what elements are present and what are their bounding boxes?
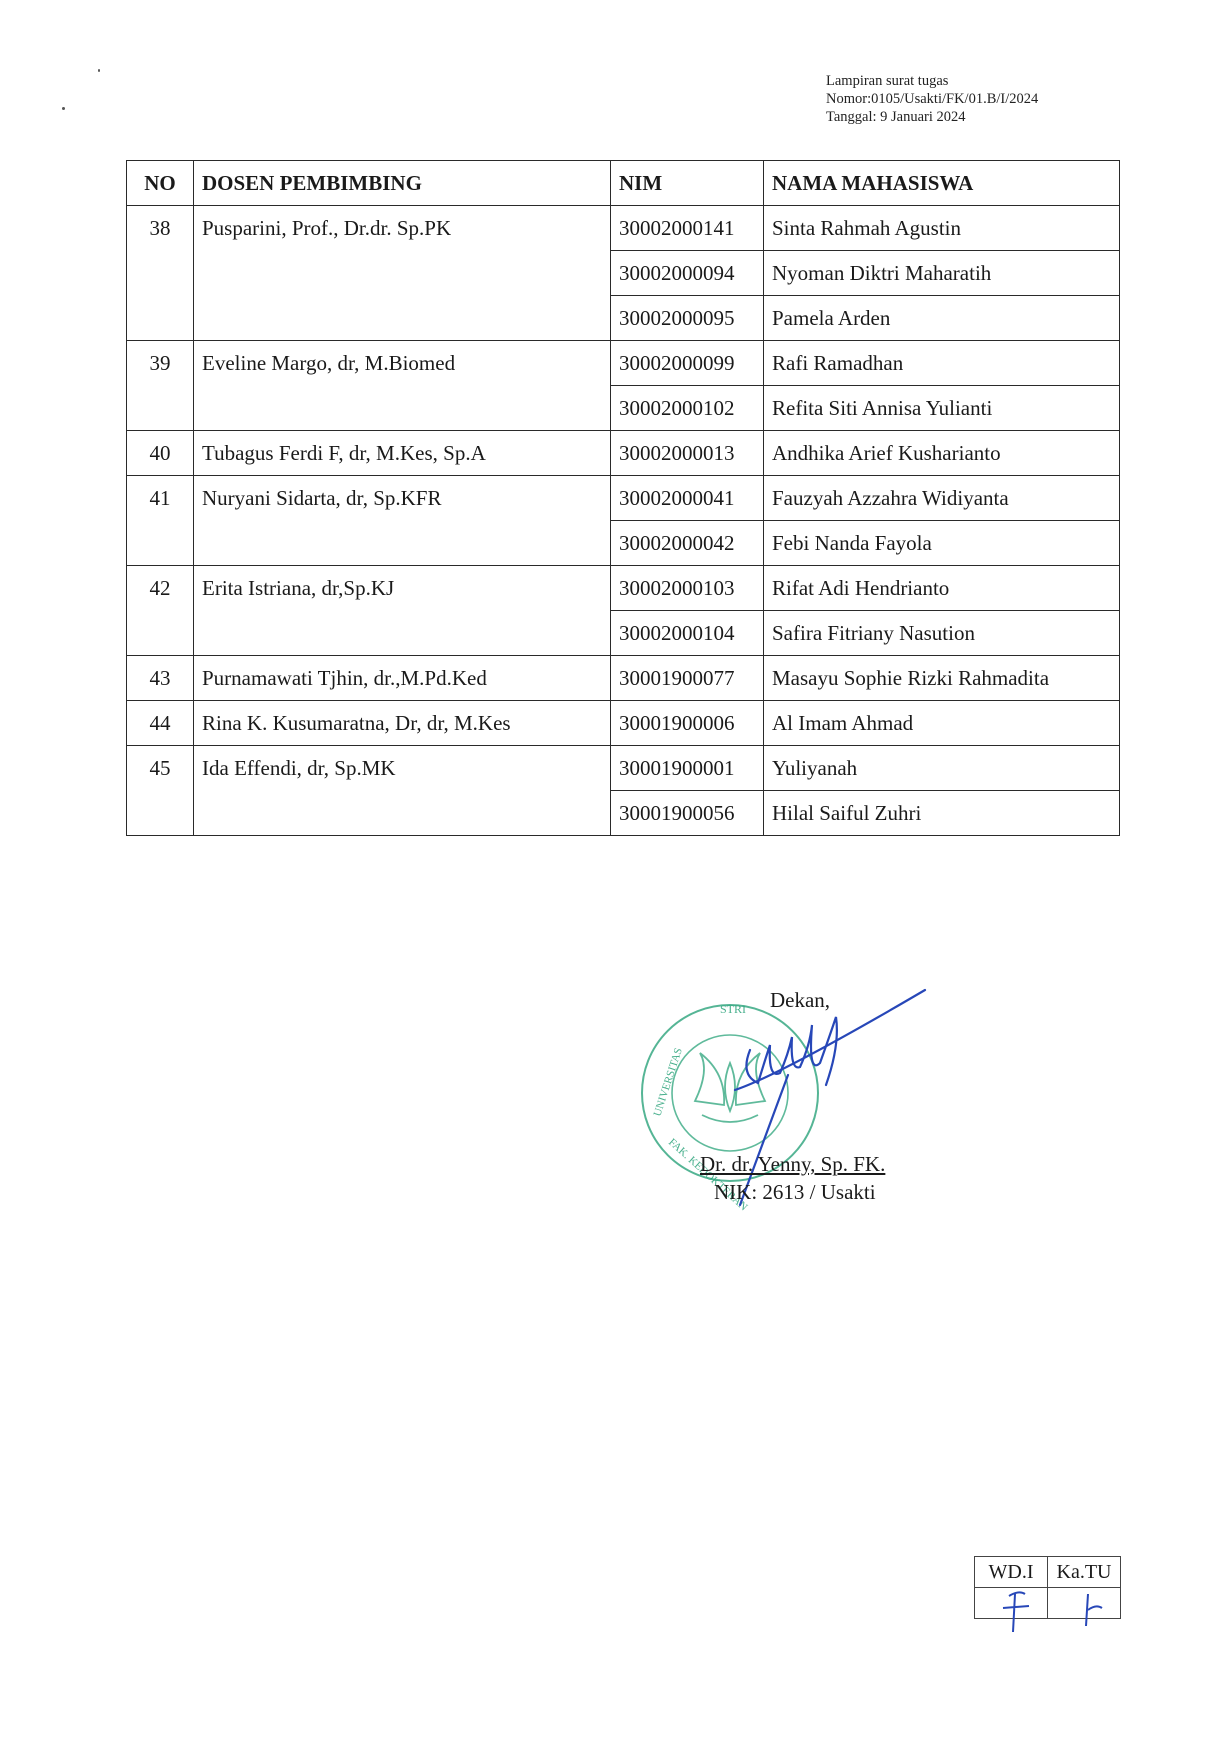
header-dosen: DOSEN PEMBIMBING [194,161,611,206]
table-row [127,656,1120,701]
student-nim: 30001900006 [611,701,764,746]
student-nim: 30002000013 [611,431,764,476]
student-nim: 30001900077 [611,656,764,701]
svg-text:UNIVERSITAS: UNIVERSITAS [651,1046,685,1118]
supervisor-name: Purnamawati Tjhin, dr.,M.Pd.Ked [194,656,611,701]
supervisor-name: Pusparini, Prof., Dr.dr. Sp.PK [194,206,611,341]
attachment-reference [826,72,1038,126]
supervisor-name: Rina K. Kusumaratna, Dr, dr, M.Kes [194,701,611,746]
student-nim: 30002000103 [611,566,764,611]
student-name: Rifat Adi Hendrianto [764,566,1120,611]
dean-nik: NIK: 2613 / Usakti [714,1180,876,1204]
supervisor-name: Eveline Margo, dr, M.Biomed [194,341,611,431]
row-number: 41 [127,476,194,566]
supervisor-name: Erita Istriana, dr,Sp.KJ [194,566,611,656]
student-name: Pamela Arden [764,296,1120,341]
table-row [127,431,1120,476]
dean-title: Dekan, [770,988,831,1012]
row-number: 40 [127,431,194,476]
student-name: Yuliyanah [764,746,1120,791]
initials-box [974,1556,1121,1619]
table-row [127,746,1120,791]
letter-number: Nomor:0105/Usakti/FK/01.B/I/2024 [826,91,1039,107]
student-name: Al Imam Ahmad [764,701,1120,746]
supervisor-name: Tubagus Ferdi F, dr, M.Kes, Sp.A [194,431,611,476]
table-row [127,206,1120,251]
row-number: 39 [127,341,194,431]
supervisor-assignment-table [126,160,1120,836]
student-nim: 30002000041 [611,476,764,521]
student-nim: 30002000094 [611,251,764,296]
svg-text:FAK. KEDOKTERAN: FAK. KEDOKTERAN [665,1136,750,1214]
student-nim: 30002000095 [611,296,764,341]
table-row [127,341,1120,386]
paraf-label-katu: Ka.TU [1048,1557,1121,1588]
student-name: Andhika Arief Kusharianto [764,431,1120,476]
student-name: Masayu Sophie Rizki Rahmadita [764,656,1120,701]
paraf-initial-katu [1048,1588,1121,1619]
row-number: 42 [127,566,194,656]
header-nim: NIM [611,161,764,206]
student-nim: 30002000099 [611,341,764,386]
table-row [127,566,1120,611]
row-number: 38 [127,206,194,341]
table-body [127,206,1120,836]
dean-name: Dr. dr. Yenny, Sp. FK. [700,1152,886,1176]
student-nim: 30001900056 [611,791,764,836]
supervisor-name: Nuryani Sidarta, dr, Sp.KFR [194,476,611,566]
student-name: Safira Fitriany Nasution [764,611,1120,656]
student-name: Refita Siti Annisa Yulianti [764,386,1120,431]
student-nim: 30002000104 [611,611,764,656]
initial-mark [987,1584,1047,1634]
row-number: 44 [127,701,194,746]
letter-date: Tanggal: 9 Januari 2024 [826,109,966,125]
row-number: 43 [127,656,194,701]
paraf-label-wd1: WD.I [975,1557,1048,1588]
signature-block [640,975,980,1215]
student-name: Febi Nanda Fayola [764,521,1120,566]
student-nim: 30001900001 [611,746,764,791]
row-number: 45 [127,746,194,836]
student-nim: 30002000141 [611,206,764,251]
student-name: Fauzyah Azzahra Widiyanta [764,476,1120,521]
initial-mark [1062,1586,1122,1636]
header-no: NO [127,161,194,206]
table-row [127,701,1120,746]
table-header-row [127,161,1120,206]
supervisor-name: Ida Effendi, dr, Sp.MK [194,746,611,836]
student-nim: 30002000042 [611,521,764,566]
student-name: Hilal Saiful Zuhri [764,791,1120,836]
paraf-initial-wd1 [975,1588,1048,1619]
svg-text:STRI: STRI [720,1002,747,1016]
student-name: Rafi Ramadhan [764,341,1120,386]
student-name: Sinta Rahmah Agustin [764,206,1120,251]
student-name: Nyoman Diktri Maharatih [764,251,1120,296]
student-nim: 30002000102 [611,386,764,431]
scan-speck [98,69,100,72]
scan-speck [62,107,65,110]
attachment-title: Lampiran surat tugas [826,73,949,89]
header-nama: NAMA MAHASISWA [764,161,1120,206]
table-row [127,476,1120,521]
